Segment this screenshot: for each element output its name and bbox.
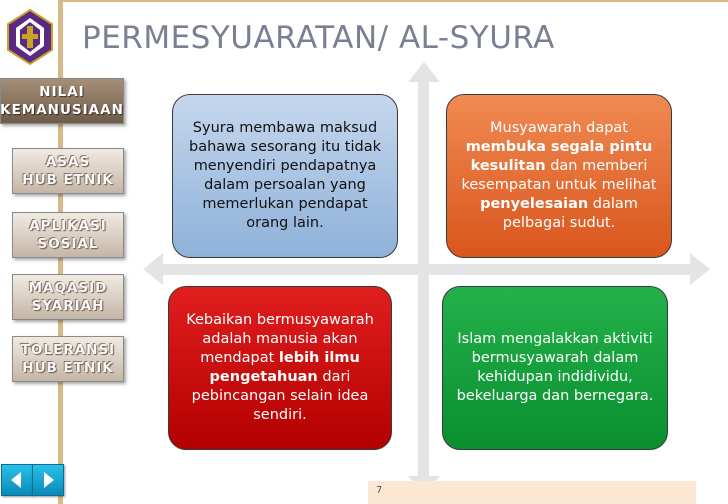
nav-aplikasi-sosial-button[interactable] [12, 212, 124, 258]
prev-slide-button[interactable] [1, 464, 33, 496]
arrow-up-icon [408, 62, 440, 82]
quadrant-bottom-left [168, 286, 392, 450]
arrow-left-icon [143, 253, 163, 285]
quadrant-text: Kebaikan bermusyawarah adalah manusia akan mendapat lebih ilmu pengetahuan dari pebincangan selain idea sendiri. [186, 312, 374, 423]
logo-icon [4, 6, 56, 68]
quadrant-text: Islam mengalakkan aktiviti bermusyawarah dalam kehidupan indidividu, bekeluarga dan bernegara. [456, 331, 654, 404]
nav-label: TOLERANSI HUB ETNIK [20, 342, 116, 376]
nav-label: NILAI KEMANUSIAAN [0, 84, 124, 118]
next-slide-icon [33, 465, 63, 495]
quadrant-bottom-right [442, 286, 668, 450]
quadrant-top-left [172, 94, 398, 258]
horizontal-axis [160, 264, 690, 275]
nav-label: ASAS HUB ETNIK [22, 154, 114, 188]
quadrant-text: Syura membawa maksud bahawa sesorang itu tidak menyendiri pendapatnya dalam persoalan yang memerlukan pendapat orang lain. [189, 120, 381, 231]
footer-bar [368, 481, 696, 504]
top-rule-decoration [58, 0, 728, 2]
nav-nilai-kemanusiaan-button[interactable] [0, 78, 124, 124]
arrow-right-icon [690, 253, 710, 285]
next-slide-button[interactable] [32, 464, 64, 496]
nav-maqasid-syariah-button[interactable] [12, 274, 124, 320]
page-number: 7 [376, 485, 383, 496]
nav-label: APLIKASI SOSIAL [29, 218, 107, 252]
quadrant-text: Musyawarah dapat membuka segala pintu kesulitan dan memberi kesempatan untuk melihat penyelesaian dalam pelbagai sudut. [461, 120, 657, 231]
vertical-axis [418, 78, 429, 476]
quadrant-top-right [446, 94, 672, 258]
prev-slide-icon [2, 465, 32, 495]
slide-title: PERMESYUARATAN/ AL-SYURA [82, 20, 555, 56]
nav-asas-hub-etnik-button[interactable] [12, 148, 124, 194]
nav-toleransi-hub-etnik-button[interactable] [12, 336, 124, 382]
nav-label: MAQASID SYARIAH [28, 280, 108, 314]
